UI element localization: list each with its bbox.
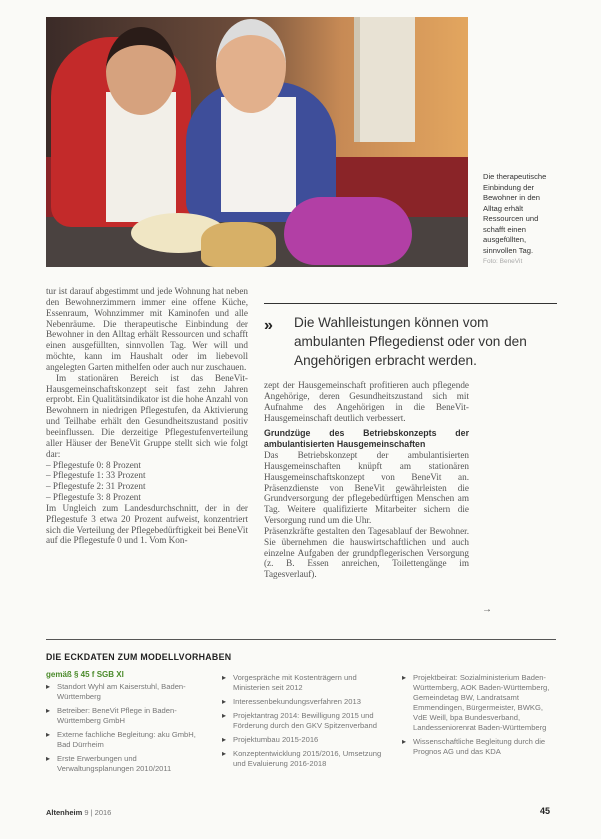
fact-item: ▸ Vorgespräche mit Kostenträgern und Ministerien seit 2012 xyxy=(222,673,392,693)
photo-head xyxy=(106,27,176,115)
photo-head xyxy=(216,19,286,113)
key-facts-column xyxy=(46,670,206,778)
caption-line: sinnvollen Tag. xyxy=(483,245,534,255)
fact-item: ▸ Konzeptentwicklung 2015/2016, Umsetzung und Evaluierung 2016-2018 xyxy=(222,749,392,769)
care-level-list xyxy=(46,460,248,503)
journal-name: Altenheim xyxy=(46,808,83,817)
continue-arrow-icon: → xyxy=(482,604,492,615)
legal-basis: gemäß § 45 f SGB XI xyxy=(46,670,124,679)
list-item: – Pflegestufe 1: 33 Prozent xyxy=(46,470,248,481)
page-number: 45 xyxy=(540,806,551,816)
paragraph: Das Betriebskonzept der ambulantisierten Hausgemeinschaften knüpft am stationären Hausgemeinschaftskonzept von BeneVit an. Präsenzdienste von BeneVit gewährleisten die Grundversorgung der pflegebedürftigen Menschen am Tag. Weitere qualifizierte Mitarbeiter sichern die Versorgung rund um die Uhr. xyxy=(264,449,469,526)
list-item: – Pflegestufe 3: 8 Prozent xyxy=(46,492,248,503)
pull-quote xyxy=(264,303,557,370)
paragraph: Im Ungleich zum Landesdurchschnitt, der in der Pflegestufe 3 etwa 20 Prozent aufweist, konzentriert sich die Verteilung der Pflegebedürftigkeit bei BeneVit auf die Pflegestufe 0 und 1. Vom Kon- xyxy=(46,502,248,546)
caption-line: schafft einen xyxy=(483,224,526,234)
photo-apron xyxy=(221,97,296,212)
quote-mark-icon: » xyxy=(264,317,270,334)
caption-line: Ressourcen und xyxy=(483,214,539,223)
journal-footer xyxy=(46,808,111,817)
key-facts-title: DIE ECKDATEN ZUM MODELLVORHABEN xyxy=(46,652,232,662)
fact-item: ▸ Erste Erwerbungen und Verwaltungsplanungen 2010/2011 xyxy=(46,754,206,774)
caption-line: Einbindung der xyxy=(483,182,535,192)
article-column-right xyxy=(264,380,469,580)
caption-line: Die therapeutische xyxy=(483,172,547,181)
fact-item: ▸ Standort Wyhl am Kaiserstuhl, Baden-Württemberg xyxy=(46,682,206,702)
fact-item: ▸ Projektantrag 2014: Bewilligung 2015 und Förderung durch den GKV Spitzenverband xyxy=(222,711,392,731)
paragraph: Im stationären Bereich ist das BeneVit-Hausgemeinschaftskonzept seit fast zehn Jahren erprobt. Ein Qualitätsindikator ist die hohe Anzahl von Bewohnern in niedrigen Pflegestufen, da Aktivierung und Teilhabe erhält den Gesundheitszustand positiv beeinflussen. Die derzeitige Pflegestufenverteilung aller Häuser der BeneVit Gruppe stellt sich wie folgt dar: xyxy=(46,372,248,459)
article-column-left xyxy=(46,286,248,546)
fact-item: ▸ Projektumbau 2015-2016 xyxy=(222,735,392,745)
paragraph: Präsenzkräfte gestalten den Tagesablauf der Bewohner. Sie übernehmen die hauswirtschaftlichen und auch einzelne Aufgaben der grundpflegerischen Versorgung (z. B. Essen anreichen, Toilettengänge im Tagesverlauf). xyxy=(264,525,469,580)
photo-credit: Foto: BeneVit xyxy=(483,258,523,265)
photo-bread xyxy=(201,222,276,267)
pull-quote-text: Die Wahlleistungen können vom ambulanten Pflegedienst oder von den Angehörigen erbracht werden. xyxy=(294,315,527,368)
journal-issue: 9 | 2016 xyxy=(84,808,112,817)
key-facts-column xyxy=(222,673,392,773)
caption-line: Bewohner in den xyxy=(483,193,540,202)
section-heading: Grundzüge des Betriebskonzepts der ambulantisierten Hausgemeinschaften xyxy=(264,428,469,450)
paragraph: tur ist darauf abgestimmt und jede Wohnung hat neben den Bewohnerzimmern immer eine offene Küche, Essenraum, Wohnzimmer mit Kaminofen und alle Nebenräume. Die therapeutische Einbindung der Bewohner in den Alltag erhält Ressourcen und schafft einen ausgefüllten, sinnvollen Tag. Wer will und möchte, kann im Haushalt oder im liebevoll angelegten Garten mithelfen oder auch nur zuschauen. xyxy=(46,286,248,372)
fact-item: ▸ Betreiber: BeneVit Pflege in Baden-Württemberg GmbH xyxy=(46,706,206,726)
photo-door xyxy=(354,17,415,142)
photo-purple-bowl xyxy=(284,197,412,265)
paragraph: zept der Hausgemeinschaft profitieren auch pflegende Angehörige, deren Gesundheitszustand sich mit Aufnahme des Angehörigen in die BeneVit-Hausgemeinschaft deutlich verbessert. xyxy=(264,380,469,423)
caption-line: Alltag erhält xyxy=(483,203,524,213)
key-facts-column xyxy=(402,673,558,761)
key-facts-box xyxy=(46,639,556,773)
photo-caption xyxy=(483,172,593,268)
fact-item: ▸ Externe fachliche Begleitung: aku GmbH, Bad Dürrheim xyxy=(46,730,206,750)
kitchen-photo xyxy=(46,17,468,267)
fact-item: ▸ Interessenbekundungsverfahren 2013 xyxy=(222,697,392,707)
fact-item: ▸ Wissenschaftliche Begleitung durch die Prognos AG und das KDA xyxy=(402,737,558,757)
caption-line: ausgefüllten, xyxy=(483,235,527,244)
list-item: – Pflegestufe 2: 31 Prozent xyxy=(46,481,248,492)
fact-item: ▸ Projektbeirat: Sozialministerium Baden-Württemberg, AOK Baden-Württemberg, Gemeindetag BW, Landratsamt Emmendingen, Bürgermeister, BWKG, VdE Weill, bpa Bundesverband, Landesseniorenrat Baden-Württemberg xyxy=(402,673,558,733)
list-item: – Pflegestufe 0: 8 Prozent xyxy=(46,460,248,471)
